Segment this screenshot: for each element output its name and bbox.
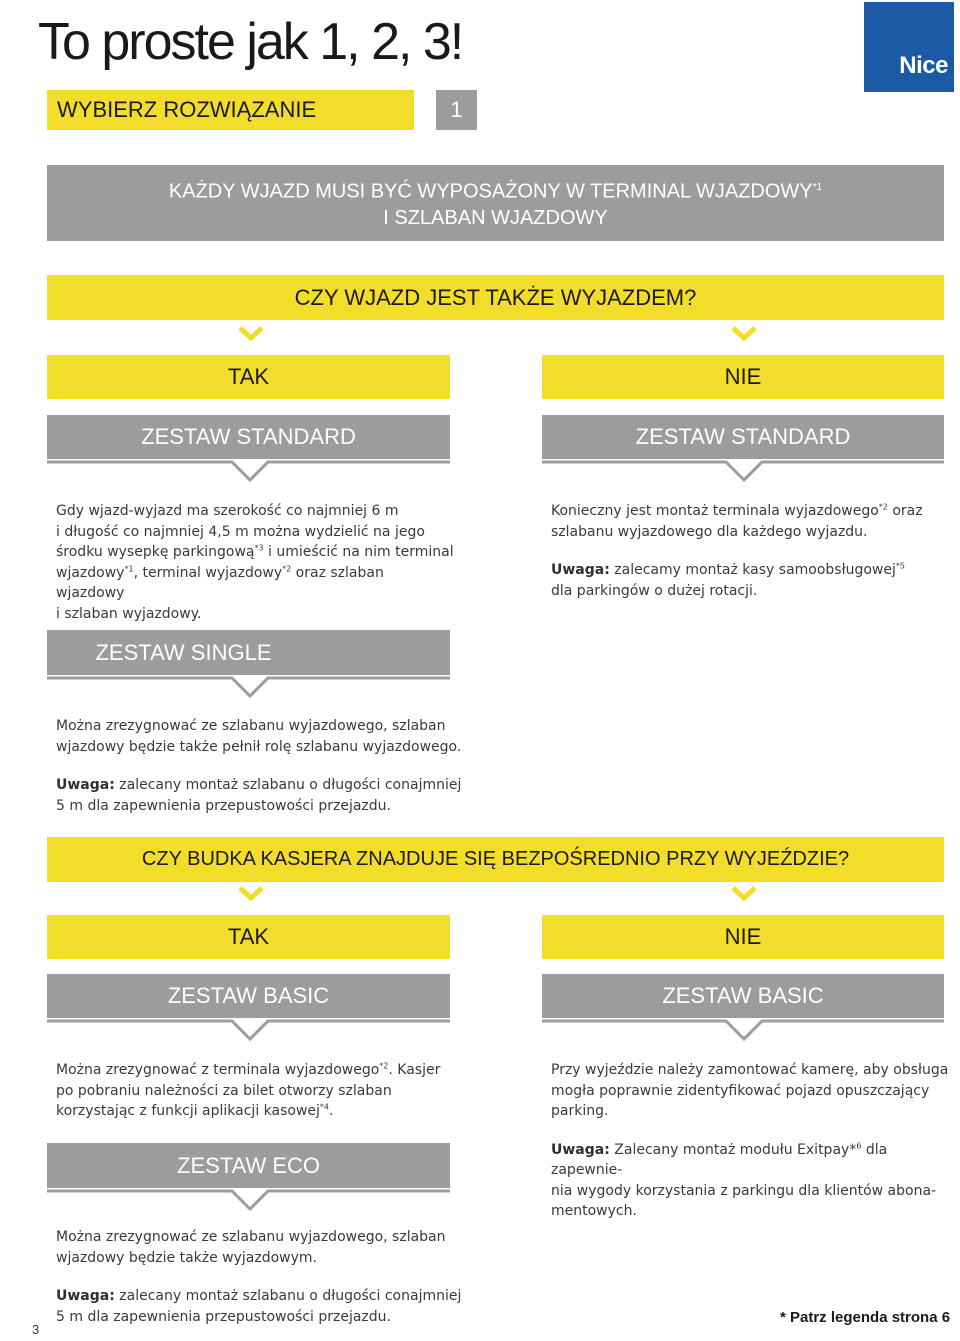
question-2-box [47, 837, 944, 882]
footnote-ref: *2 [878, 502, 888, 512]
text-span: oraz szlaban wjazdowy [56, 564, 384, 601]
intro-box [47, 165, 944, 241]
text-span: dla zapewnie- [551, 1141, 888, 1178]
text-span: Zalecany montaż modułu Exitpay* [609, 1141, 857, 1158]
step-banner [47, 90, 414, 130]
footnote-ref: *1 [124, 563, 134, 573]
zestaw-standard-no [542, 415, 944, 459]
step-label: WYBIERZ ROZWIĄZANIE [57, 97, 317, 122]
text-line: nia wygody korzystania z parkingu dla klientów abona- [551, 1182, 937, 1199]
text-line: parking. [551, 1103, 609, 1119]
note-label: Uwaga: [551, 562, 610, 578]
intro-text-2: I SZLABAN WJAZDOWY [383, 206, 608, 229]
text-span: Można zrezygnować z terminala wyjazdowego [56, 1062, 380, 1078]
text-line [551, 560, 951, 581]
text-line: wjazdowy będzie także pełnił rolę szlabanu wyjazdowego. [56, 738, 462, 755]
text-line: Gdy wjazd-wyjazd ma szerokość co najmniej 6 m [56, 503, 399, 519]
text-line [56, 775, 476, 796]
step-number-box [436, 90, 477, 130]
step-number: 1 [450, 97, 463, 122]
zestaw-standard-no-label: ZESTAW STANDARD [635, 424, 851, 449]
answer-yes-1-label: TAK [227, 364, 270, 389]
standard-no-underline [542, 460, 944, 484]
chevron-down-icon [238, 886, 264, 902]
question-1-text: CZY WJAZD JEST TAKŻE WYJAZDEM? [294, 284, 697, 310]
standard-no-description [551, 501, 951, 601]
answer-yes-2-label: TAK [227, 924, 270, 949]
nice-logo [864, 2, 954, 92]
zestaw-basic-no-label: ZESTAW BASIC [662, 983, 824, 1008]
single-description [56, 716, 476, 816]
text-span: zalecany montaż szlabanu o długości conajmniej [114, 1288, 462, 1304]
text-line [56, 542, 456, 563]
text-span: . [329, 1103, 334, 1119]
text-line: Przy wyjeździe należy zamontować kamerę, aby obsługa [551, 1062, 949, 1078]
basic-yes-underline [47, 1019, 450, 1043]
chevron-down-icon [238, 326, 264, 342]
zestaw-eco-label: ZESTAW ECO [177, 1152, 320, 1178]
footnote-ref: *4 [319, 1102, 330, 1112]
question-2-text: CZY BUDKA KASJERA ZNAJDUJE SIĘ BEZPOŚREDNIO PRZY WYJEŹDZIE? [141, 848, 850, 870]
zestaw-standard-yes [47, 415, 450, 459]
footnote-ref: *2 [379, 1061, 389, 1071]
text-line: po pobraniu należności za bilet otworzy szlaban [56, 1082, 392, 1099]
logo-text: Nice [899, 52, 948, 79]
answer-no-2 [542, 915, 944, 959]
note-label: Uwaga: [56, 1288, 115, 1304]
zestaw-standard-yes-label: ZESTAW STANDARD [141, 424, 356, 449]
page-number: 3 [32, 1322, 40, 1337]
footnote-ref: *5 [895, 561, 905, 571]
text-line [56, 1060, 456, 1081]
intro-footnote: *1 [812, 182, 823, 194]
basic-no-description [551, 1060, 951, 1222]
text-line [551, 501, 951, 522]
text-line [56, 1101, 456, 1122]
zestaw-basic-yes [47, 974, 450, 1018]
chevron-down-icon [731, 886, 757, 902]
standard-yes-underline [47, 460, 450, 484]
text-span: oraz [887, 503, 923, 519]
answer-yes-2 [47, 915, 450, 959]
text-line: szlabanu wyjazdowego dla każdego wyjazdu. [551, 523, 868, 540]
eco-description [56, 1227, 476, 1327]
text-line: i szlaban wyjazdowy. [56, 605, 202, 622]
text-line: Można zrezygnować ze szlabanu wyjazdowego, szlaban [56, 1229, 446, 1245]
basic-yes-description [56, 1060, 456, 1122]
standard-yes-description [56, 501, 456, 624]
legend-note: * Patrz legenda strona 6 [780, 1309, 951, 1326]
text-line: mogła poprawnie zidentyfikować pojazd opuszczający [551, 1082, 930, 1099]
text-span: zalecamy montaż kasy samoobsługowej [609, 562, 896, 578]
answer-yes-1 [47, 355, 450, 399]
text-span: korzystając z funkcji aplikacji kasowej [56, 1103, 320, 1119]
zestaw-single [47, 630, 450, 675]
text-span: Konieczny jest montaż terminala wyjazdowego [551, 503, 879, 519]
page-title: To proste jak 1, 2, 3! [38, 13, 463, 71]
text-line: Można zrezygnować ze szlabanu wyjazdowego, szlaban [56, 718, 446, 734]
text-line: i długość co najmniej 4,5 m można wydzielić na jego [56, 523, 425, 540]
footnote-ref: *2 [282, 563, 292, 573]
text-span: . Kasjer [388, 1062, 441, 1078]
zestaw-basic-no [542, 974, 944, 1018]
intro-text-1: KAŻDY WJAZD MUSI BYĆ WYPOSAŻONY W TERMINAL WJAZDOWY [168, 180, 813, 203]
note-label: Uwaga: [56, 777, 115, 793]
basic-no-underline [542, 1019, 944, 1043]
answer-no-1-label: NIE [724, 364, 762, 389]
text-span: środku wysepkę parkingową [56, 544, 255, 560]
text-line [56, 1286, 476, 1307]
zestaw-eco [47, 1143, 450, 1188]
footnote-ref: *3 [254, 543, 264, 553]
text-span: wjazdowy [56, 564, 125, 581]
answer-no-2-label: NIE [724, 924, 762, 949]
intro-line-1 [169, 175, 822, 205]
text-line: dla parkingów o dużej rotacji. [551, 582, 758, 599]
text-line: 5 m dla zapewnienia przepustowości przejazdu. [56, 797, 391, 814]
single-underline [47, 676, 450, 700]
text-line: mentowych. [551, 1203, 637, 1219]
eco-underline [47, 1189, 450, 1213]
text-span: , terminal wyjazdowy [133, 564, 283, 581]
note-label: Uwaga: [551, 1141, 610, 1158]
chevron-down-icon [731, 326, 757, 342]
text-line [56, 563, 456, 604]
footnote-ref: 6 [856, 1140, 862, 1150]
text-line: 5 m dla zapewnienia przepustowości przejazdu. [56, 1308, 391, 1325]
text-line [551, 1140, 951, 1181]
zestaw-single-label: ZESTAW SINGLE [95, 639, 272, 665]
text-span: i umieścić na nim terminal [263, 544, 454, 560]
question-1-box [47, 275, 944, 320]
zestaw-basic-yes-label: ZESTAW BASIC [167, 983, 330, 1008]
text-span: zalecany montaż szlabanu o długości conajmniej [114, 777, 462, 793]
answer-no-1 [542, 355, 944, 399]
text-line: wjazdowy będzie także wyjazdowym. [56, 1249, 318, 1266]
